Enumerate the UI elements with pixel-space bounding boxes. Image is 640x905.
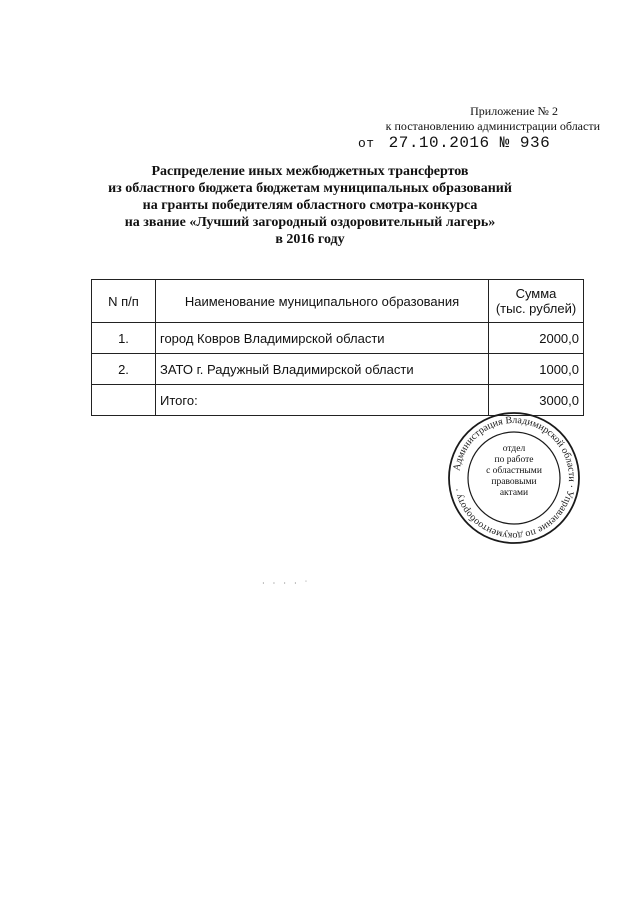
table-header-row: [92, 280, 584, 323]
title-line: из областного бюджета бюджетам муниципальных образований: [108, 181, 512, 196]
stamp-center-text: [447, 444, 581, 499]
scan-specks: · · · · ˙: [262, 579, 311, 588]
header-name: Наименование муниципального образования: [156, 280, 489, 323]
decree-date-line: [358, 134, 550, 152]
row-name: ЗАТО г. Радужный Владимирской области: [156, 354, 489, 385]
title-line: на звание «Лучший загородный оздоровительный лагерь»: [124, 215, 496, 230]
distribution-table: [91, 279, 584, 416]
total-num-empty: [92, 385, 156, 416]
stamp-line: актами: [499, 488, 529, 498]
stamp-line: с областными: [486, 466, 542, 476]
title-line: Распределение иных межбюджетных трансфертов: [151, 164, 469, 179]
stamp-line: правовыми: [491, 477, 537, 487]
decree-prefix: от: [358, 136, 375, 151]
appendix-number: Приложение № 2: [470, 104, 558, 118]
official-stamp: [447, 411, 581, 545]
stamp-line: по работе: [494, 455, 534, 465]
title-line: на гранты победителям областного смотра-конкурса: [142, 198, 478, 213]
total-sum: 3000,0: [489, 385, 584, 416]
header-sum: [489, 280, 584, 323]
row-num: 2.: [92, 354, 156, 385]
title-line: в 2016 году: [275, 232, 345, 247]
row-sum: 2000,0: [489, 323, 584, 354]
row-num: 1.: [92, 323, 156, 354]
appendix-header: [386, 104, 600, 134]
header-num: N п/п: [92, 280, 156, 323]
row-sum: 1000,0: [489, 354, 584, 385]
total-label: Итого:: [156, 385, 489, 416]
header-sum-line1: Сумма: [515, 286, 557, 301]
appendix-reference: к постановлению администрации области: [385, 119, 600, 133]
table-row: [92, 323, 584, 354]
row-name: город Ковров Владимирской области: [156, 323, 489, 354]
stamp-line: отдел: [502, 444, 526, 454]
header-sum-line2: (тыс. рублей): [495, 301, 577, 316]
decree-date-number: 27.10.2016 № 936: [388, 134, 551, 152]
table-row: [92, 354, 584, 385]
stamp-ring-text: Администрация Владимирской области · Управление по документообороту ·: [451, 414, 578, 542]
document-title: [100, 163, 520, 248]
